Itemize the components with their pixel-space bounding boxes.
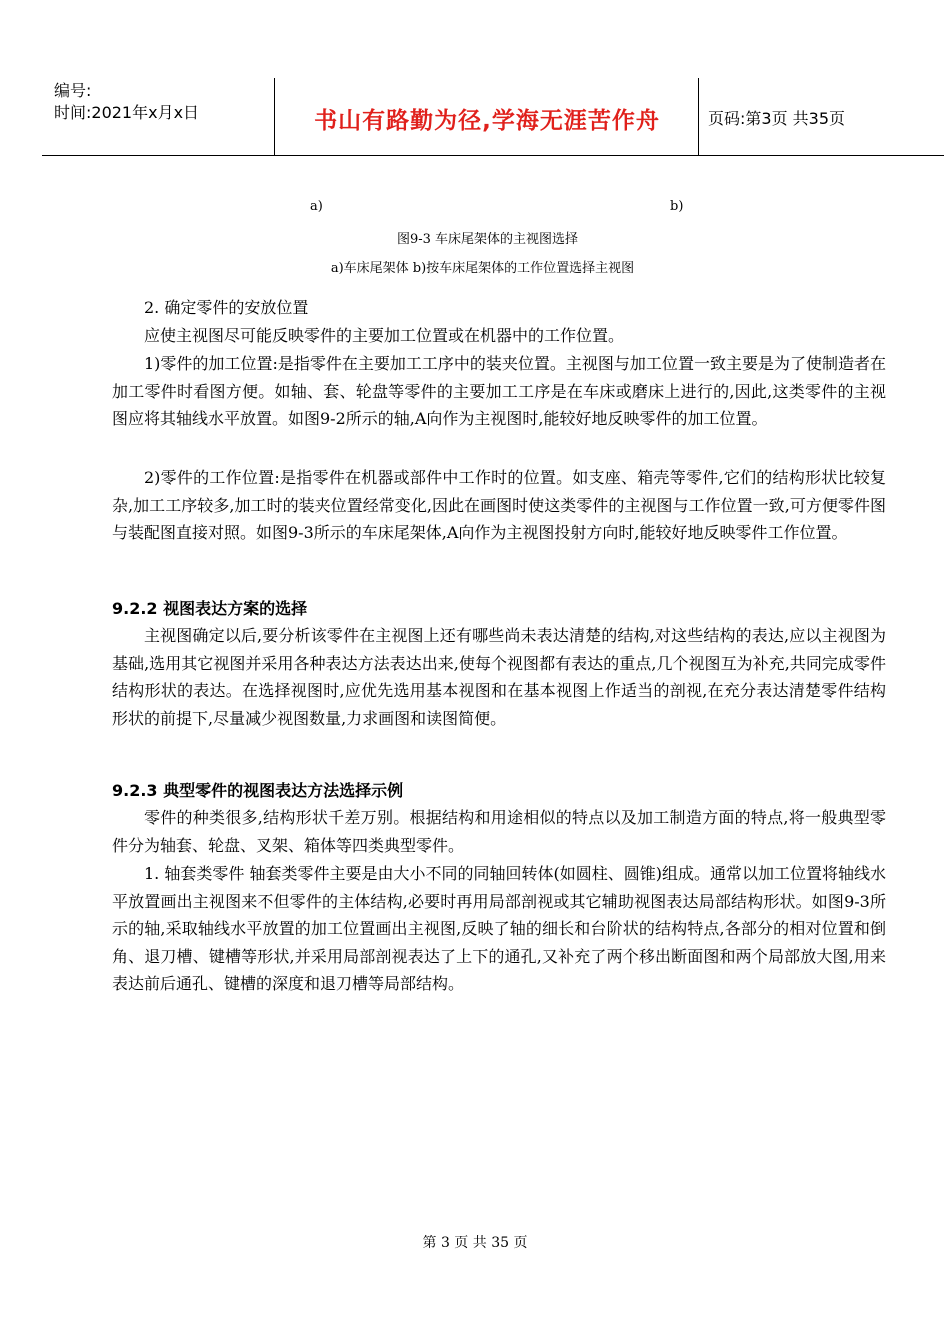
header-meta [54, 80, 199, 124]
header-page-number: 页码:第3页 共35页 [708, 109, 846, 128]
header-divider [274, 78, 275, 156]
figure-label-b: b) [670, 199, 684, 214]
page-header [42, 78, 944, 156]
paragraph: 应使主视图尽可能反映零件的主要加工位置或在机器中的工作位置。 [144, 326, 625, 345]
paragraph: 2)零件的工作位置:是指零件在机器或部件中工作时的位置。如支座、箱壳等零件,它们的结构形状比较复杂,加工工序较多,加工时的装夹位置经常变化,因此在画图时使这类零件的主视图与工作位置一致,可方便零件图与装配图直接对照。如图9-3所示的车床尾架体,A向作为主视图投射方向时,能较好地反映零件工作位置。 [112, 468, 886, 543]
paragraph: 主视图确定以后,要分析该零件在主视图上还有哪些尚未表达清楚的结构,对这些结构的表达,应以主视图为基础,选用其它视图并采用各种表达方法表达出来,使每个视图都有表达的重点,几个视图互为补充,共同完成零件结构形状的表达。在选择视图时,应优先选用基本视图和在基本视图上作适当的剖视,在充分表达清楚零件结构形状的前提下,尽量减少视图数量,力求画图和读图简便。 [112, 626, 886, 728]
figure-label-a: a) [310, 199, 323, 214]
document-number-label: 编号: [54, 81, 92, 100]
page-footer: 第 3 页 共 35 页 [422, 1235, 528, 1251]
paragraph: 1. 轴套类零件 轴套类零件主要是由大小不同的同轴回转体(如圆柱、圆锥)组成。通常以加工位置将轴线水平放置画出主视图来不但零件的主体结构,必要时再用局部剖视或其它辅助视图表达局部结构形状。如图9-3所示的轴,采取轴线水平放置的加工位置画出主视图,反映了轴的细长和台阶状的结构特点,各部分的相对位置和倒角、退刀槽、键槽等形状,并采用局部剖视表达了上下的通孔,又补充了两个移出断面图和两个局部放大图,用来表达前后通孔、键槽的深度和退刀槽等局部结构。 [112, 864, 886, 994]
header-motto: 书山有路勤为径,学海无涯苦作舟 [314, 108, 660, 134]
figure-caption: 图9-3 车床尾架体的主视图选择 [396, 232, 579, 247]
header-rule [42, 155, 944, 156]
section-heading: 9.2.2 视图表达方案的选择 [112, 599, 308, 618]
section-heading: 9.2.3 典型零件的视图表达方法选择示例 [112, 781, 404, 800]
paragraph: 零件的种类很多,结构形状千差万别。根据结构和用途相似的特点以及加工制造方面的特点,将一般典型零件分为轴套、轮盘、叉架、箱体等四类典型零件。 [112, 808, 886, 855]
header-divider [698, 78, 699, 156]
document-time-label: 时间:2021年x月x日 [54, 103, 200, 122]
paragraph: 2. 确定零件的安放位置 [144, 298, 309, 317]
paragraph: 1)零件的加工位置:是指零件在主要加工工序中的装夹位置。主视图与加工位置一致主要是为了使制造者在加工零件时看图方便。如轴、套、轮盘等零件的主要加工工序是在车床或磨床上进行的,因此,这类零件的主视图应将其轴线水平放置。如图9-2所示的轴,A向作为主视图时,能较好地反映零件的加工位置。 [112, 354, 886, 429]
figure-subcaption: a)车床尾架体 b)按车床尾架体的工作位置选择主视图 [330, 261, 635, 276]
